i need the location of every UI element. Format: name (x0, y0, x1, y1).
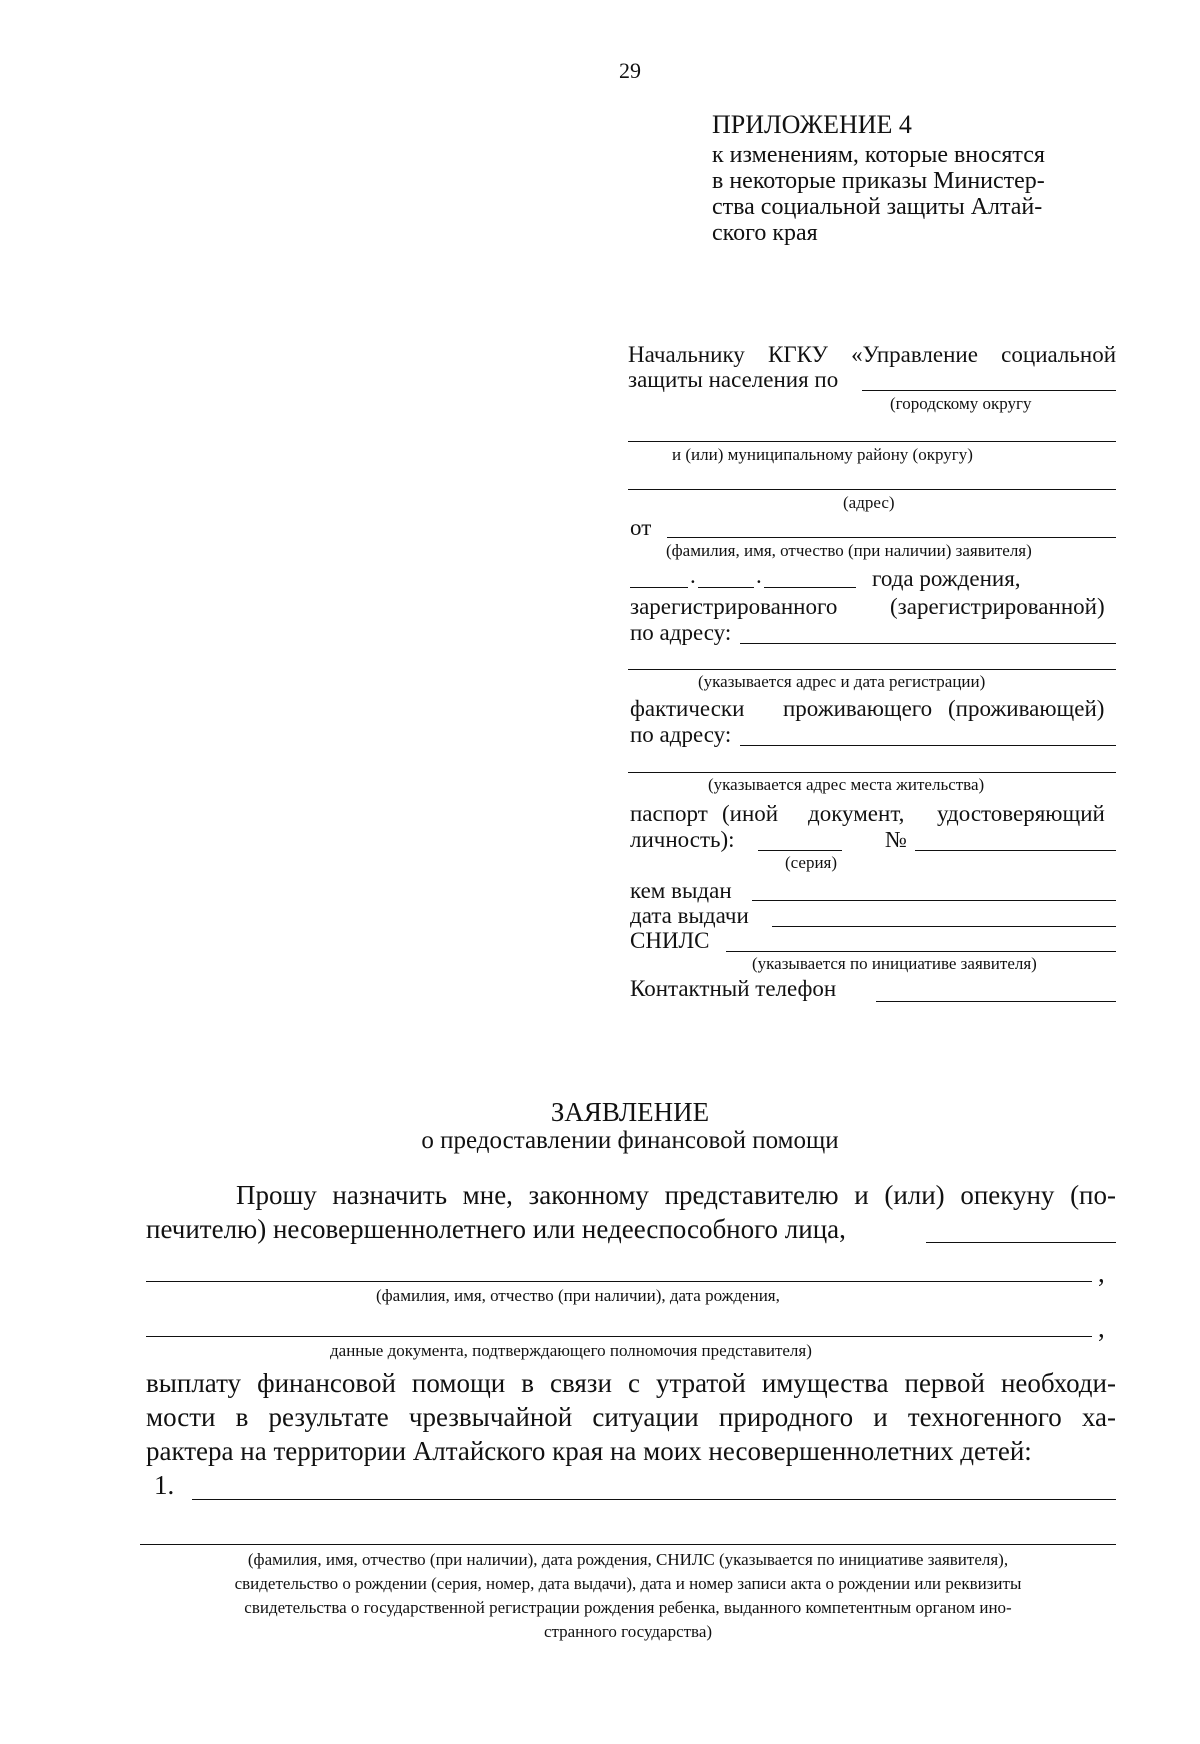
page-number: 29 (619, 58, 641, 83)
issued-by-label: кем выдан (630, 878, 732, 903)
statement-title: ЗАЯВЛЕНИЕ (550, 1097, 710, 1127)
appendix-header (712, 112, 1132, 246)
number-sign: № (885, 827, 907, 852)
recipient-line-2: защиты населения по (628, 367, 839, 392)
phone-label: Контактный телефон (630, 976, 837, 1001)
phone-blank[interactable] (876, 1001, 1116, 1002)
birth-year-label: года рождения, (872, 566, 1021, 591)
identity-label: личность): (630, 827, 735, 852)
paragraph-2-line-2: мости в результате чрезвычайной ситуации природного и техногенного ха- (146, 1402, 1116, 1432)
person-blank-2[interactable] (146, 1281, 1092, 1282)
caption-document: данные документа, подтверждающего полномочия представителя) (330, 1341, 812, 1360)
district-blank-line[interactable] (628, 441, 1116, 442)
issue-date-label: дата выдачи (630, 903, 749, 928)
child-blank-2[interactable] (140, 1544, 1116, 1545)
issue-date-blank[interactable] (772, 926, 1116, 927)
passport-series-blank[interactable] (758, 850, 842, 851)
paragraph-1-line-1: Прошу назначить мне, законному представителю и (или) опекуну (по- (236, 1180, 1116, 1210)
issued-by-blank[interactable] (752, 900, 1116, 901)
caption-series: (серия) (785, 853, 838, 872)
reg-address-label: по адресу: (630, 620, 732, 645)
caption-snils: (указывается по инициативе заявителя) (752, 954, 1037, 973)
city-blank-line[interactable] (862, 390, 1116, 391)
live-address-blank-2[interactable] (628, 772, 1116, 773)
live-address-blank-1[interactable] (740, 745, 1116, 746)
comma-1: , (1098, 1258, 1105, 1288)
address-blank-line[interactable] (628, 489, 1116, 490)
recipient-line-1: Начальнику КГКУ «Управление социальной (628, 342, 1116, 367)
paragraph-2-line-3: рактера на территории Алтайского края на моих несовершеннолетних детей: (146, 1436, 1032, 1466)
registered-label-a: зарегистрированного (630, 594, 838, 619)
live-address-label: по адресу: (630, 722, 732, 747)
caption-city: (городскому округу (890, 394, 1032, 413)
caption-applicant-fio: (фамилия, имя, отчество (при наличии) заявителя) (666, 541, 1032, 560)
document-blank[interactable] (146, 1336, 1092, 1337)
passport-label-b: (иной (722, 801, 779, 826)
snils-blank[interactable] (726, 951, 1116, 952)
caption-residence: (указывается адрес места жительства) (708, 775, 985, 794)
from-label: от (630, 515, 652, 540)
actually-label-c: (проживающей) (948, 696, 1105, 721)
note-line-3: свидетельства о государственной регистрации рождения ребенка, выданного компетентным органом ино- (244, 1598, 1012, 1617)
reg-address-blank-2[interactable] (628, 669, 1116, 670)
birth-year-blank[interactable] (764, 587, 856, 588)
comma-2: , (1098, 1313, 1105, 1343)
passport-label-d: удостоверяющий (937, 801, 1105, 826)
statement-subtitle: о предоставлении финансовой помощи (421, 1127, 839, 1154)
appendix-title: ПРИЛОЖЕНИЕ 4 (712, 110, 912, 139)
paragraph-2-line-1: выплату финансовой помощи в связи с утратой имущества первой необходи- (146, 1368, 1116, 1398)
person-blank-1[interactable] (926, 1242, 1116, 1243)
caption-person: (фамилия, имя, отчество (при наличии), дата рождения, (376, 1286, 780, 1305)
registered-label-b: (зарегистрированной) (890, 594, 1105, 619)
birth-dot-1: . (690, 563, 696, 588)
appendix-subtitle: к изменениям, которые вносятся в некоторые приказы Министер- ства социальной защиты Алтай- ского края (712, 142, 1045, 246)
passport-label-c: документ, (808, 801, 905, 826)
note-line-2: свидетельство о рождении (серия, номер, дата выдачи), дата и номер записи акта о рождении или реквизиты (234, 1574, 1022, 1593)
passport-label-a: паспорт (630, 801, 708, 826)
caption-address: (адрес) (843, 493, 895, 512)
paragraph-1-line-2: печителю) несовершеннолетнего или недееспособного лица, (146, 1214, 846, 1244)
snils-label: СНИЛС (630, 928, 710, 953)
birth-day-blank[interactable] (630, 587, 688, 588)
passport-number-blank[interactable] (915, 850, 1116, 851)
birth-dot-2: . (756, 563, 762, 588)
note-line-4: странного государства) (543, 1622, 713, 1641)
actually-label-b: проживающего (783, 696, 933, 721)
child-blank-1[interactable] (192, 1499, 1116, 1500)
child-item-number: 1. (154, 1470, 175, 1500)
fio-blank-line[interactable] (667, 537, 1116, 538)
reg-address-blank-1[interactable] (740, 643, 1116, 644)
caption-registration: (указывается адрес и дата регистрации) (698, 672, 986, 691)
actually-label-a: фактически (630, 696, 745, 721)
caption-district: и (или) муниципальному району (округу) (672, 445, 973, 464)
note-line-1: (фамилия, имя, отчество (при наличии), дата рождения, СНИЛС (указывается по инициативе заявителя), (247, 1550, 1009, 1569)
birth-month-blank[interactable] (698, 587, 754, 588)
